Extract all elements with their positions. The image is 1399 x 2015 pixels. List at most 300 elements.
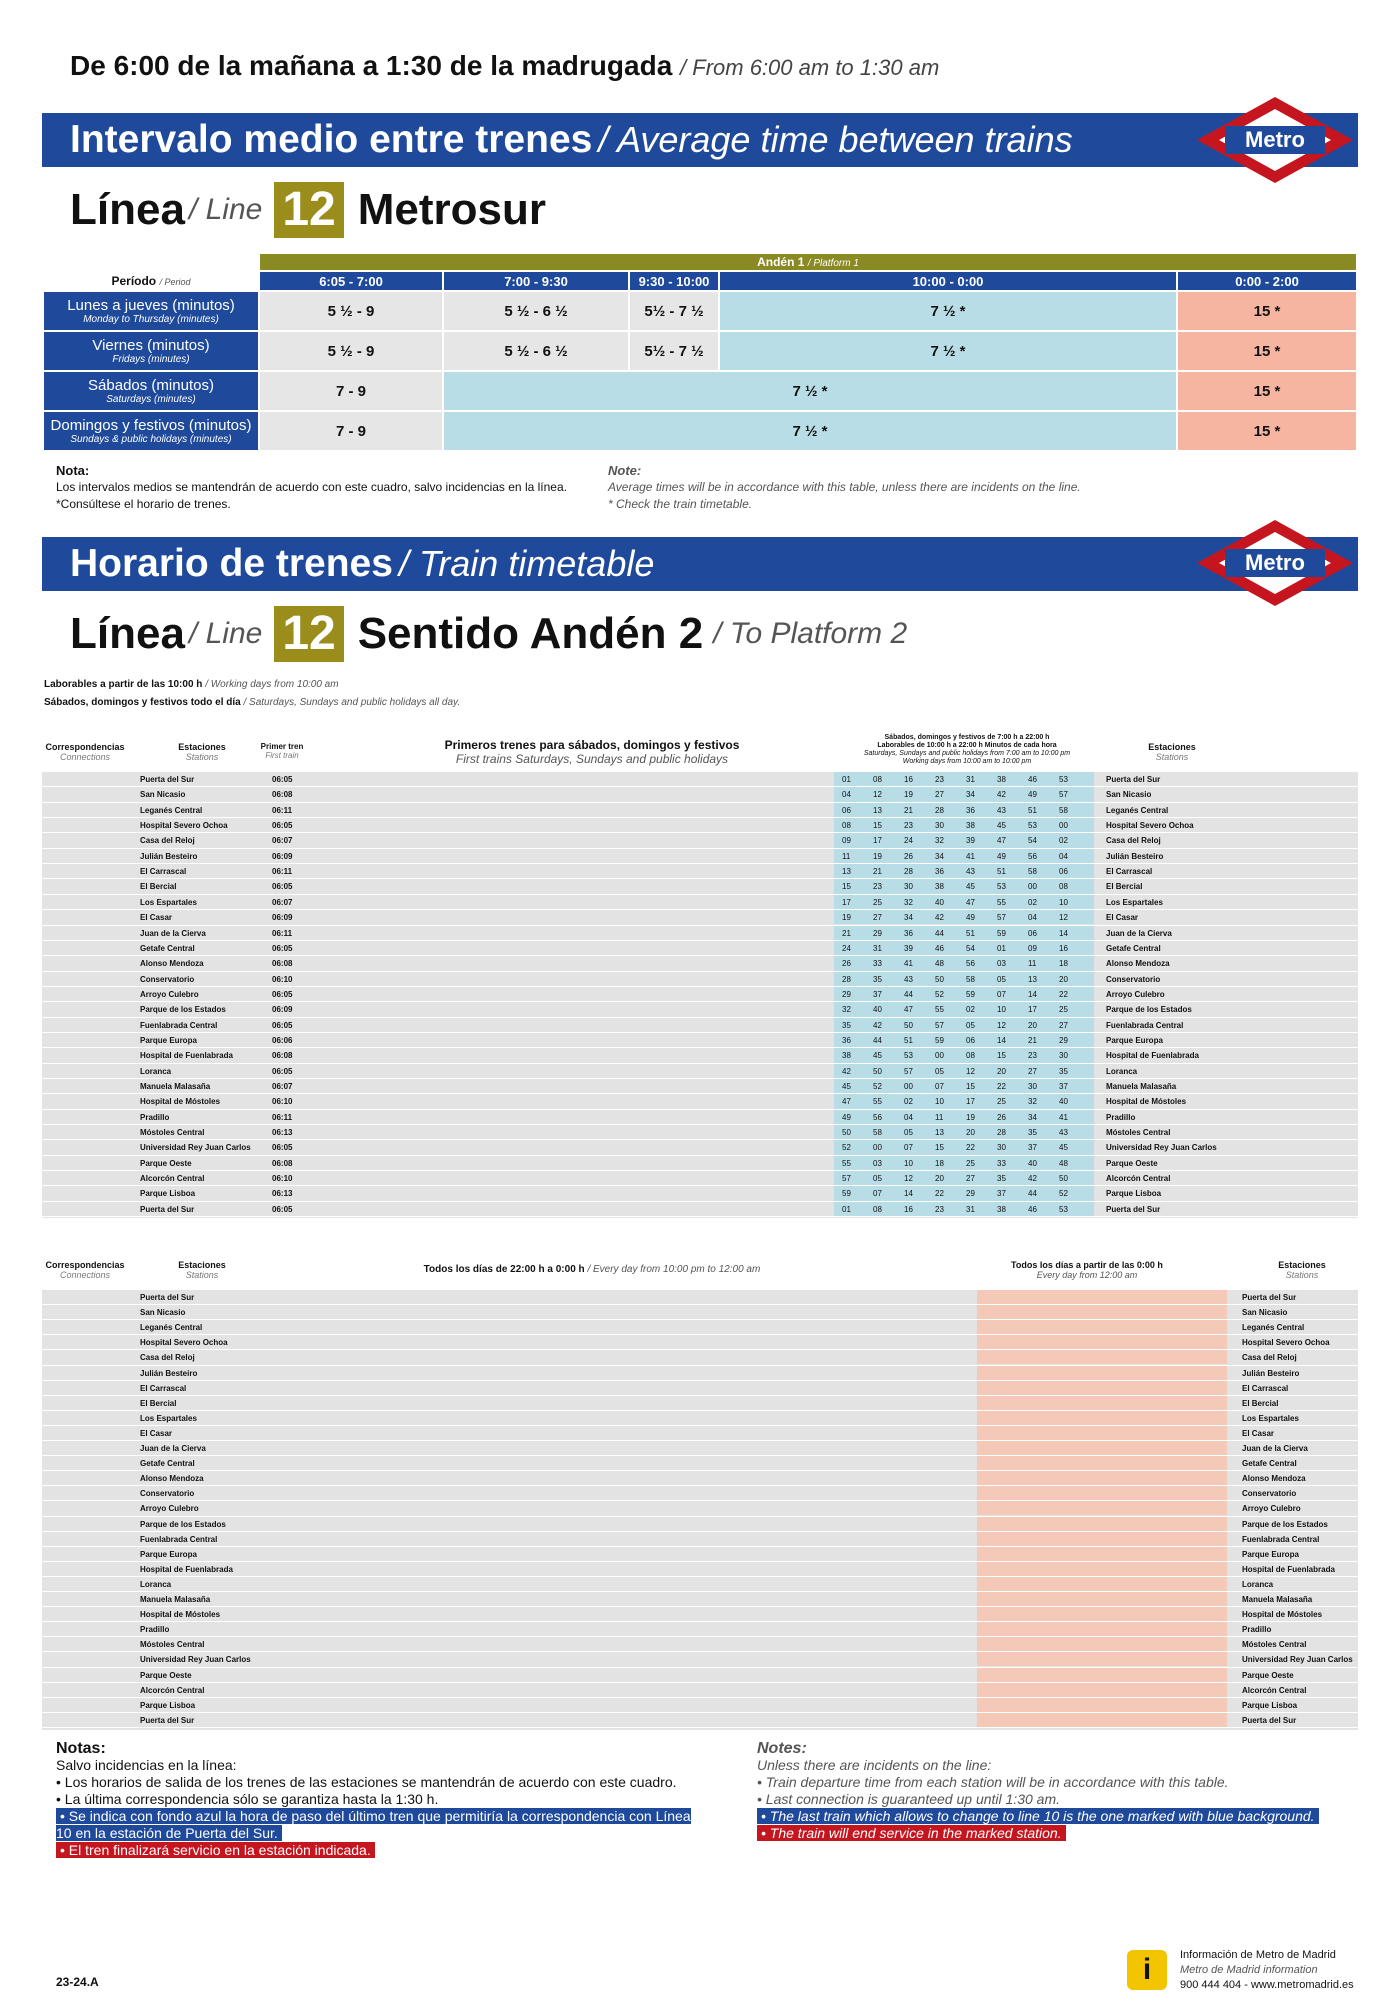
night-band bbox=[977, 1532, 1227, 1546]
minute-cell: 16 bbox=[904, 775, 913, 784]
svg-text:Metro: Metro bbox=[1245, 550, 1305, 575]
minute-cell: 06 bbox=[1059, 867, 1068, 877]
station-name: Julián Besteiro bbox=[140, 851, 198, 861]
minute-cell: 32 bbox=[842, 1005, 851, 1015]
first-train-time: 06:09 bbox=[272, 913, 293, 923]
minute-cell: 51 bbox=[904, 1035, 913, 1045]
interval-cell: 5½ - 7 ½ bbox=[629, 331, 719, 371]
minute-cell: 51 bbox=[997, 867, 1006, 877]
station-name: Getafe Central bbox=[140, 1459, 195, 1469]
station-name: El Bercial bbox=[140, 1398, 177, 1408]
station-name: Parque Lisboa bbox=[140, 1189, 196, 1199]
minute-cell: 43 bbox=[904, 974, 913, 984]
station-name: Hospital Severo Ochoa bbox=[140, 1338, 228, 1348]
minute-cell: 19 bbox=[873, 851, 882, 861]
station-name-right: Los Espartales bbox=[1106, 897, 1163, 907]
minute-cell: 53 bbox=[1059, 1204, 1068, 1214]
station-name-right: Manuela Malasaña bbox=[1106, 1082, 1177, 1091]
night-band bbox=[977, 1517, 1227, 1531]
first-train-time: 06:08 bbox=[272, 959, 293, 969]
first-train-time: 06:07 bbox=[272, 897, 293, 907]
minute-cell: 53 bbox=[1059, 775, 1068, 784]
station-name-right: Alonso Mendoza bbox=[1242, 1474, 1306, 1484]
row-label: Viernes (minutos) Fridays (minutes) bbox=[43, 331, 259, 371]
station-name-right: Hospital de Móstoles bbox=[1242, 1610, 1323, 1620]
station-name-right: Universidad Rey Juan Carlos bbox=[1106, 1143, 1217, 1153]
station-name: Parque Oeste bbox=[140, 1670, 192, 1680]
night-band bbox=[977, 1350, 1227, 1364]
minute-cell: 46 bbox=[1028, 775, 1037, 784]
interval-cell: 15 * bbox=[1177, 371, 1357, 411]
minute-cell: 52 bbox=[873, 1082, 882, 1091]
row-label: Lunes a jueves (minutos) Monday to Thursday (minutes) bbox=[43, 291, 259, 331]
minute-cell: 46 bbox=[935, 943, 944, 953]
first-train-time: 06:13 bbox=[272, 1128, 293, 1138]
minute-cell: 59 bbox=[966, 989, 975, 999]
minute-cell: 13 bbox=[1028, 974, 1037, 984]
minute-cell: 47 bbox=[966, 897, 975, 907]
minute-cell: 04 bbox=[904, 1112, 913, 1122]
station-name-right: Arroyo Culebro bbox=[1242, 1504, 1301, 1514]
banner-interval-en: / Average time between trains bbox=[598, 119, 1073, 160]
minute-cell: 01 bbox=[842, 1204, 851, 1214]
station-name-right: Arroyo Culebro bbox=[1106, 989, 1165, 999]
night-band bbox=[977, 1471, 1227, 1485]
station-name: Fuenlabrada Central bbox=[140, 1534, 218, 1544]
first-train-time: 06:08 bbox=[272, 1158, 293, 1168]
minute-cell: 14 bbox=[904, 1189, 913, 1199]
station-name-right: Parque Lisboa bbox=[1106, 1189, 1162, 1199]
minute-cell: 12 bbox=[966, 1066, 975, 1076]
minute-cell: 16 bbox=[904, 1204, 913, 1214]
interval-cell: 5½ - 7 ½ bbox=[629, 291, 719, 331]
station-name-right: Universidad Rey Juan Carlos bbox=[1242, 1655, 1353, 1665]
minute-cell: 23 bbox=[873, 882, 882, 892]
minute-cell: 26 bbox=[842, 959, 851, 969]
minute-cell: 28 bbox=[997, 1128, 1006, 1138]
night-band bbox=[977, 1622, 1227, 1636]
station-name-right: El Bercial bbox=[1242, 1398, 1279, 1408]
station-name: Loranca bbox=[140, 1066, 172, 1076]
line-number-badge: 12 bbox=[274, 606, 343, 662]
station-name-right: Loranca bbox=[1106, 1066, 1138, 1076]
minute-cell: 31 bbox=[966, 775, 975, 784]
minute-cell: 14 bbox=[1028, 989, 1037, 999]
station-name-right: Alonso Mendoza bbox=[1106, 959, 1170, 969]
station-name: Alcorcón Central bbox=[140, 1685, 205, 1695]
line-heading-1 bbox=[70, 182, 546, 238]
minute-cell: 36 bbox=[842, 1035, 851, 1045]
minute-cell: 11 bbox=[842, 851, 851, 861]
station-name: Hospital de Móstoles bbox=[140, 1610, 221, 1620]
interval-cell: 7 ½ * bbox=[719, 291, 1177, 331]
station-name: Puerta del Sur bbox=[140, 1204, 195, 1214]
minute-cell: 42 bbox=[997, 790, 1006, 800]
station-name: Móstoles Central bbox=[140, 1640, 205, 1650]
station-name-right: Getafe Central bbox=[1242, 1459, 1297, 1469]
minute-cell: 09 bbox=[842, 836, 851, 846]
night-band bbox=[977, 1607, 1227, 1621]
station-name: El Casar bbox=[140, 1428, 173, 1438]
station-name: Alonso Mendoza bbox=[140, 1474, 204, 1484]
minute-cell: 20 bbox=[935, 1174, 944, 1184]
minute-cell: 55 bbox=[997, 897, 1006, 907]
station-name-right: Conservatorio bbox=[1242, 1489, 1297, 1499]
minute-cell: 51 bbox=[1028, 805, 1037, 815]
minute-cell: 45 bbox=[873, 1051, 882, 1061]
minute-cell: 44 bbox=[1028, 1189, 1037, 1199]
andes-header: Andén 1 / Platform 1 bbox=[259, 253, 1357, 271]
station-name-right: Pradillo bbox=[1106, 1112, 1136, 1122]
first-train-time: 06:07 bbox=[272, 1082, 293, 1091]
minute-cell: 57 bbox=[997, 913, 1006, 923]
night-band bbox=[977, 1713, 1227, 1727]
line-number-badge: 12 bbox=[274, 182, 343, 238]
night-band bbox=[977, 1366, 1227, 1380]
minute-cell: 55 bbox=[935, 1005, 944, 1015]
first-train-time: 06:10 bbox=[272, 1174, 293, 1184]
minute-cell: 37 bbox=[1059, 1082, 1068, 1091]
first-train-time: 06:11 bbox=[272, 805, 293, 815]
minute-cell: 26 bbox=[904, 851, 913, 861]
minute-cell: 40 bbox=[935, 897, 944, 907]
minute-cell: 01 bbox=[997, 943, 1006, 953]
minute-cell: 57 bbox=[904, 1066, 913, 1076]
station-name-right: Conservatorio bbox=[1106, 974, 1161, 984]
minute-cell: 41 bbox=[904, 959, 913, 969]
minute-cell: 10 bbox=[904, 1158, 913, 1168]
minute-cell: 21 bbox=[873, 867, 882, 877]
minute-cell: 54 bbox=[966, 943, 975, 953]
station-name-right: San Nicasio bbox=[1242, 1308, 1288, 1318]
night-band bbox=[977, 1683, 1227, 1697]
minute-cell: 37 bbox=[1028, 1143, 1037, 1153]
station-name-right: El Carrascal bbox=[1106, 867, 1153, 877]
station-name-right: Pradillo bbox=[1242, 1625, 1272, 1635]
minute-cell: 58 bbox=[873, 1128, 882, 1138]
minute-cell: 23 bbox=[1028, 1051, 1037, 1061]
station-name: Puerta del Sur bbox=[140, 1715, 195, 1725]
minute-cell: 21 bbox=[1028, 1035, 1037, 1045]
minute-cell: 43 bbox=[1059, 1128, 1068, 1138]
interval-cell: 7 - 9 bbox=[259, 411, 443, 451]
first-train-time: 06:05 bbox=[272, 1066, 293, 1076]
minute-cell: 25 bbox=[997, 1097, 1006, 1107]
minute-cell: 15 bbox=[966, 1082, 975, 1091]
minute-cell: 57 bbox=[935, 1020, 944, 1030]
minute-cell: 17 bbox=[966, 1097, 975, 1107]
minute-cell: 27 bbox=[873, 913, 882, 923]
night-band bbox=[977, 1577, 1227, 1591]
station-name-right: Parque Oeste bbox=[1242, 1670, 1294, 1680]
row-label: Domingos y festivos (minutos) Sundays & public holidays (minutes) bbox=[43, 411, 259, 451]
minute-cell: 08 bbox=[966, 1051, 975, 1061]
station-name-right: San Nicasio bbox=[1106, 790, 1152, 800]
metro-logo-icon bbox=[1195, 95, 1355, 185]
banner-timetable bbox=[42, 537, 1358, 591]
minute-cell: 24 bbox=[842, 943, 851, 953]
minute-cell: 44 bbox=[935, 928, 944, 938]
night-band bbox=[977, 1547, 1227, 1561]
minute-cell: 08 bbox=[842, 821, 851, 831]
minute-cell: 19 bbox=[842, 913, 851, 923]
minute-cell: 56 bbox=[966, 959, 975, 969]
minute-cell: 29 bbox=[842, 989, 851, 999]
station-name-right: Parque Oeste bbox=[1106, 1158, 1158, 1168]
minute-cell: 37 bbox=[873, 989, 882, 999]
minute-cell: 57 bbox=[842, 1174, 851, 1184]
station-name: El Bercial bbox=[140, 882, 177, 892]
station-name-right: Casa del Reloj bbox=[1242, 1353, 1297, 1363]
minute-cell: 45 bbox=[842, 1082, 851, 1091]
night-band bbox=[977, 1698, 1227, 1712]
minute-cell: 21 bbox=[904, 805, 913, 815]
minute-cell: 32 bbox=[904, 897, 913, 907]
minute-cell: 34 bbox=[966, 790, 975, 800]
station-name-right: Móstoles Central bbox=[1106, 1128, 1171, 1138]
minute-cell: 00 bbox=[1059, 821, 1068, 831]
minute-cell: 53 bbox=[997, 882, 1006, 892]
minute-cell: 40 bbox=[873, 1005, 882, 1015]
station-name: Fuenlabrada Central bbox=[140, 1020, 218, 1030]
station-name: Parque de los Estados bbox=[140, 1519, 226, 1529]
banner-interval-es: Intervalo medio entre trenes bbox=[70, 118, 593, 161]
station-name: Los Espartales bbox=[140, 897, 197, 907]
minute-cell: 00 bbox=[904, 1082, 913, 1091]
night-band bbox=[977, 1411, 1227, 1425]
direction: Sentido Andén 2 bbox=[357, 609, 704, 658]
title-en: / From 6:00 am to 1:30 am bbox=[680, 55, 940, 80]
station-name: Parque Europa bbox=[140, 1549, 197, 1559]
minute-cell: 59 bbox=[935, 1035, 944, 1045]
station-name-right: Casa del Reloj bbox=[1106, 836, 1161, 846]
station-name: Loranca bbox=[140, 1579, 172, 1589]
station-name: Los Espartales bbox=[140, 1413, 197, 1423]
minute-cell: 35 bbox=[997, 1174, 1006, 1184]
station-name: Getafe Central bbox=[140, 943, 195, 953]
night-band bbox=[977, 1396, 1227, 1410]
first-train-time: 06:05 bbox=[272, 821, 293, 831]
timetable1 bbox=[42, 772, 1358, 1218]
interval-cell: 15 * bbox=[1177, 291, 1357, 331]
minute-cell: 41 bbox=[1059, 1112, 1068, 1122]
minute-cell: 14 bbox=[1059, 928, 1068, 938]
station-name: Universidad Rey Juan Carlos bbox=[140, 1655, 251, 1665]
minute-cell: 27 bbox=[935, 790, 944, 800]
minute-cell: 07 bbox=[935, 1082, 944, 1091]
minute-cell: 31 bbox=[873, 943, 882, 953]
station-name-right: Los Espartales bbox=[1242, 1413, 1299, 1423]
minute-cell: 43 bbox=[966, 867, 975, 877]
minute-cell: 21 bbox=[842, 928, 851, 938]
station-name-right: Hospital de Fuenlabrada bbox=[1106, 1051, 1199, 1061]
minute-cell: 38 bbox=[997, 1204, 1006, 1214]
minute-cell: 38 bbox=[966, 821, 975, 831]
station-name: Alonso Mendoza bbox=[140, 959, 204, 969]
first-train-time: 06:09 bbox=[272, 1005, 293, 1015]
minute-cell: 20 bbox=[1028, 1020, 1037, 1030]
minute-cell: 08 bbox=[1059, 882, 1068, 892]
nota-en: Note: Average times will be in accordance with this table, unless there are incidents on the line. * Check the train timetable. bbox=[608, 463, 1081, 511]
minute-cell: 12 bbox=[873, 790, 882, 800]
col-header: 9:30 - 10:00 bbox=[629, 271, 719, 291]
station-name: Móstoles Central bbox=[140, 1128, 205, 1138]
station-name-right: Puerta del Sur bbox=[1242, 1715, 1297, 1725]
minute-cell: 44 bbox=[873, 1035, 882, 1045]
night-band bbox=[977, 1441, 1227, 1455]
minute-cell: 14 bbox=[997, 1035, 1006, 1045]
minute-cell: 37 bbox=[997, 1189, 1006, 1199]
metro-logo-text: Metro bbox=[1245, 127, 1305, 152]
minute-cell: 04 bbox=[1059, 851, 1068, 861]
station-name: Casa del Reloj bbox=[140, 836, 195, 846]
minute-cell: 34 bbox=[904, 913, 913, 923]
minute-cell: 35 bbox=[873, 974, 882, 984]
minute-cell: 33 bbox=[997, 1158, 1006, 1168]
minute-cell: 57 bbox=[1059, 790, 1068, 800]
minute-cell: 40 bbox=[1059, 1097, 1068, 1107]
minute-cell: 32 bbox=[935, 836, 944, 846]
minute-cell: 17 bbox=[873, 836, 882, 846]
interval-cell: 15 * bbox=[1177, 331, 1357, 371]
night-band bbox=[977, 1592, 1227, 1606]
page-title bbox=[70, 50, 939, 82]
minute-cell: 36 bbox=[966, 805, 975, 815]
station-name: Alcorcón Central bbox=[140, 1174, 205, 1184]
notes-es: Notas: Salvo incidencias en la línea: • Los horarios de salida de los trenes de las estaciones se mantendrán de acuerdo con este cuadro. • La última correspondencia sólo se garantiza hasta la 1:30 h. • Se indica con fondo azul la hora de paso del último tren que permitiría la correspondencia con Línea 10 en la estación de Puerta del Sur. • El tren finalizará servicio en la estación indicada. bbox=[56, 1740, 691, 1858]
minute-cell: 27 bbox=[966, 1174, 975, 1184]
minute-cell: 47 bbox=[904, 1005, 913, 1015]
minute-cell: 49 bbox=[966, 913, 975, 923]
night-band bbox=[977, 1290, 1227, 1304]
station-name-right: Loranca bbox=[1242, 1579, 1274, 1589]
minute-cell: 28 bbox=[935, 805, 944, 815]
minute-cell: 38 bbox=[935, 882, 944, 892]
nota-es: Nota: Los intervalos medios se mantendrán de acuerdo con este cuadro, salvo incidencias en la línea. *Consúltese el horario de trenes. bbox=[56, 463, 567, 511]
minute-cell: 13 bbox=[935, 1128, 944, 1138]
minute-cell: 15 bbox=[873, 821, 882, 831]
minute-cell: 58 bbox=[966, 974, 975, 984]
banner-interval bbox=[42, 113, 1358, 167]
minute-cell: 05 bbox=[966, 1020, 975, 1030]
interval-cell: 7 - 9 bbox=[259, 371, 443, 411]
linea-label: Línea bbox=[70, 185, 185, 234]
station-name: Casa del Reloj bbox=[140, 1353, 195, 1363]
first-train-time: 06:11 bbox=[272, 867, 293, 877]
minute-cell: 06 bbox=[842, 805, 851, 815]
minute-cell: 36 bbox=[904, 928, 913, 938]
linea-label-en: / Line bbox=[188, 193, 263, 226]
minute-cell: 49 bbox=[842, 1112, 851, 1122]
minute-cell: 48 bbox=[935, 959, 944, 969]
minute-cell: 27 bbox=[1059, 1020, 1068, 1030]
minute-cell: 16 bbox=[1059, 943, 1068, 953]
minute-cell: 49 bbox=[1028, 790, 1037, 800]
minute-cell: 53 bbox=[904, 1051, 913, 1061]
station-name-right: Leganés Central bbox=[1242, 1323, 1305, 1333]
minute-cell: 47 bbox=[842, 1097, 851, 1107]
station-name-right: Parque de los Estados bbox=[1242, 1519, 1328, 1529]
banner-timetable-es: Horario de trenes bbox=[70, 542, 393, 585]
minute-cell: 20 bbox=[1059, 974, 1068, 984]
periodo-label: Período / Period bbox=[43, 271, 259, 291]
station-name: Arroyo Culebro bbox=[140, 1504, 199, 1514]
first-train-time: 06:05 bbox=[272, 1143, 293, 1153]
station-name: Pradillo bbox=[140, 1625, 170, 1635]
minute-cell: 50 bbox=[904, 1020, 913, 1030]
minute-cell: 17 bbox=[842, 897, 851, 907]
first-train-time: 06:05 bbox=[272, 943, 293, 953]
station-name-right: Parque de los Estados bbox=[1106, 1005, 1192, 1015]
minute-cell: 43 bbox=[997, 805, 1006, 815]
minute-cell: 27 bbox=[1028, 1066, 1037, 1076]
station-name: El Carrascal bbox=[140, 867, 187, 877]
minute-cell: 40 bbox=[1028, 1158, 1037, 1168]
metro-logo-icon bbox=[1195, 518, 1355, 608]
minute-cell: 52 bbox=[935, 989, 944, 999]
minute-cell: 03 bbox=[997, 959, 1006, 969]
station-name: El Carrascal bbox=[140, 1383, 187, 1393]
interval-cell: 15 * bbox=[1177, 411, 1357, 451]
row-label: Sábados (minutos) Saturdays (minutes) bbox=[43, 371, 259, 411]
minute-cell: 42 bbox=[935, 913, 944, 923]
interval-cell: 7 ½ * bbox=[719, 331, 1177, 371]
minute-cell: 22 bbox=[1059, 989, 1068, 999]
station-name: Universidad Rey Juan Carlos bbox=[140, 1143, 251, 1153]
station-name: Parque de los Estados bbox=[140, 1005, 226, 1015]
minute-cell: 42 bbox=[873, 1020, 882, 1030]
station-name: Hospital de Fuenlabrada bbox=[140, 1051, 233, 1061]
minute-cell: 39 bbox=[904, 943, 913, 953]
minute-cell: 19 bbox=[966, 1112, 975, 1122]
first-train-time: 06:08 bbox=[272, 1051, 293, 1061]
minute-cell: 10 bbox=[997, 1005, 1006, 1015]
minute-cell: 53 bbox=[1028, 821, 1037, 831]
minute-cell: 45 bbox=[1059, 1143, 1068, 1153]
minute-cell: 05 bbox=[873, 1174, 882, 1184]
minute-cell: 51 bbox=[966, 928, 975, 938]
station-name: Parque Oeste bbox=[140, 1158, 192, 1168]
station-name-right: El Casar bbox=[1106, 913, 1139, 923]
minute-cell: 11 bbox=[1028, 959, 1037, 969]
minute-cell: 19 bbox=[904, 790, 913, 800]
station-name-right: Parque Europa bbox=[1106, 1035, 1163, 1045]
minute-cell: 22 bbox=[966, 1143, 975, 1153]
station-name: El Casar bbox=[140, 913, 173, 923]
station-name: Leganés Central bbox=[140, 805, 203, 815]
minute-cell: 04 bbox=[1028, 913, 1037, 923]
minute-cell: 30 bbox=[935, 821, 944, 831]
minute-cell: 00 bbox=[935, 1051, 944, 1061]
col-header: 7:00 - 9:30 bbox=[443, 271, 629, 291]
schedule-note: Laborables a partir de las 10:00 h / Working days from 10:00 am Sábados, domingos y festivos todo el día / Saturdays, Sundays and public holidays all day. bbox=[44, 679, 461, 708]
minute-cell: 29 bbox=[873, 928, 882, 938]
col-header: 6:05 - 7:00 bbox=[259, 271, 443, 291]
minute-cell: 50 bbox=[873, 1066, 882, 1076]
minute-cell: 07 bbox=[873, 1189, 882, 1199]
first-train-time: 06:11 bbox=[272, 1112, 293, 1122]
station-name-right: Fuenlabrada Central bbox=[1242, 1534, 1320, 1544]
station-name-right: Hospital de Móstoles bbox=[1106, 1097, 1187, 1107]
first-train-time: 06:10 bbox=[272, 1097, 293, 1107]
minute-cell: 58 bbox=[1028, 867, 1037, 877]
minute-cell: 02 bbox=[966, 1005, 975, 1015]
minute-cell: 12 bbox=[1059, 913, 1068, 923]
interval-cell: 5 ½ - 9 bbox=[259, 291, 443, 331]
minute-cell: 08 bbox=[873, 1204, 882, 1214]
minute-cell: 59 bbox=[997, 928, 1006, 938]
night-band bbox=[977, 1637, 1227, 1651]
